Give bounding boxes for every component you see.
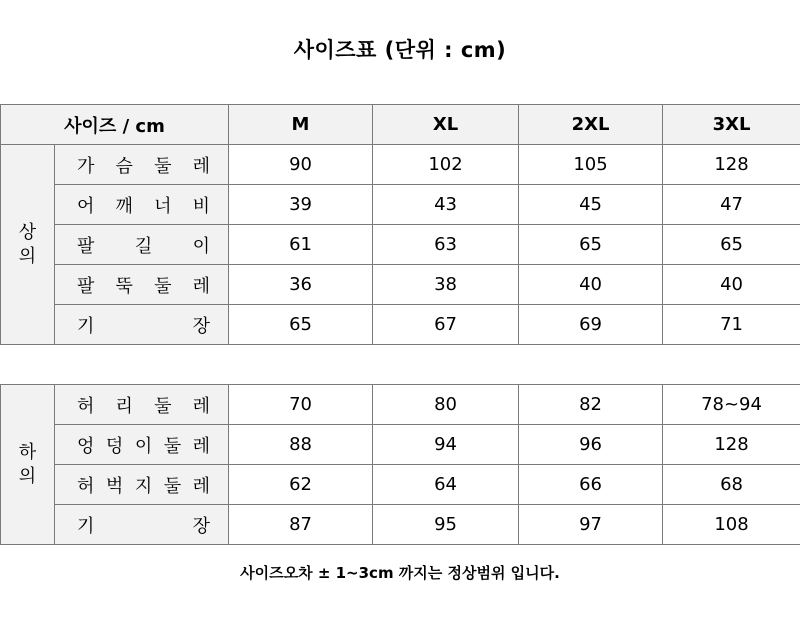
measurement-label-text [55,312,228,338]
measurement-label [55,265,229,305]
table-row [1,385,800,425]
label-char: 리 [115,395,133,417]
size-value-cell: 40 [663,265,800,305]
label-char: 팔 [77,235,95,257]
size-value-cell: 128 [663,425,800,465]
measurement-label [55,425,229,465]
table-row [1,465,800,505]
label-char: 지 [134,475,153,497]
measurement-label [55,505,229,545]
size-value-cell: 65 [519,225,663,265]
label-char: 벅 [105,475,124,497]
label-char: 엉 [77,435,95,457]
size-value-cell: 40 [519,265,663,305]
label-char: 레 [192,275,210,297]
measurement-label-text [55,152,228,178]
size-header: 3XL [663,105,800,145]
size-value-cell: 87 [229,505,373,545]
label-char: 둘 [163,435,182,457]
label-char: 둘 [154,155,172,177]
label-char: 허 [77,395,95,417]
size-value-cell: 66 [519,465,663,505]
separator-cell [1,345,800,385]
label-char: 비 [192,195,210,217]
label-char: 장 [192,515,211,537]
label-char: 기 [77,315,95,337]
label-char: 레 [192,395,210,417]
measurement-label [55,185,229,225]
label-char: 팔 [77,275,95,297]
label-char: 레 [192,155,210,177]
measurement-label-text [55,272,228,298]
size-value-cell: 67 [373,305,519,345]
group-label-char: 하 [18,441,37,463]
size-value-cell: 39 [229,185,373,225]
size-value-cell: 38 [373,265,519,305]
measurement-label-text [55,392,228,418]
label-char: 레 [192,475,211,497]
label-char: 허 [77,475,95,497]
label-char: 둘 [154,395,172,417]
size-value-cell: 82 [519,385,663,425]
label-char: 레 [192,435,211,457]
measurement-label [55,225,229,265]
measurement-label [55,145,229,185]
label-char: 어 [77,195,95,217]
page-title: 사이즈표 (단위 : cm) [293,38,507,62]
size-value-cell: 70 [229,385,373,425]
measurement-label [55,385,229,425]
label-char: 가 [77,155,95,177]
corner-header: 사이즈 / cm [1,105,229,145]
size-value-cell: 61 [229,225,373,265]
size-header: 2XL [519,105,663,145]
size-value-cell: 88 [229,425,373,465]
label-char: 길 [134,235,153,257]
size-value-cell: 108 [663,505,800,545]
measurement-label-text [55,432,228,458]
size-value-cell: 78~94 [663,385,800,425]
label-char: 둘 [163,475,182,497]
label-char: 슴 [115,155,133,177]
measurement-label-text [55,512,228,538]
size-header: M [229,105,373,145]
label-char: 이 [192,235,211,257]
label-char: 너 [154,195,172,217]
size-value-cell: 90 [229,145,373,185]
size-value-cell: 96 [519,425,663,465]
table-row [1,225,800,265]
group-separator [1,345,800,385]
label-char: 장 [192,315,211,337]
size-value-cell: 69 [519,305,663,345]
size-value-cell: 65 [229,305,373,345]
table-row [1,265,800,305]
table-row [1,305,800,345]
size-value-cell: 80 [373,385,519,425]
size-value-cell: 36 [229,265,373,305]
measurement-label-text [55,232,228,258]
size-value-cell: 43 [373,185,519,225]
label-char: 이 [134,435,153,457]
size-value-cell: 128 [663,145,800,185]
size-value-cell: 65 [663,225,800,265]
size-value-cell: 68 [663,465,800,505]
size-header: XL [373,105,519,145]
size-value-cell: 102 [373,145,519,185]
label-char: 뚝 [115,275,133,297]
label-char: 기 [77,515,95,537]
table-row [1,425,800,465]
measurement-label [55,465,229,505]
measurement-label-text [55,472,228,498]
size-value-cell: 63 [373,225,519,265]
table-row [1,185,800,225]
size-table [0,104,800,545]
group-label [1,385,55,545]
group-label-char: 의 [18,465,37,487]
size-value-cell: 94 [373,425,519,465]
table-header-row [1,105,800,145]
size-value-cell: 71 [663,305,800,345]
table-body [1,145,800,545]
group-label [1,145,55,345]
table-row [1,145,800,185]
label-char: 깨 [115,195,133,217]
size-value-cell: 45 [519,185,663,225]
measurement-label [55,305,229,345]
size-value-cell: 97 [519,505,663,545]
size-tolerance-note: 사이즈오차 ± 1~3cm 까지는 정상범위 입니다. [240,564,560,582]
size-value-cell: 95 [373,505,519,545]
size-value-cell: 62 [229,465,373,505]
size-value-cell: 64 [373,465,519,505]
group-label-char: 상 [18,221,37,243]
group-label-char: 의 [18,245,37,267]
table-row [1,505,800,545]
size-value-cell: 47 [663,185,800,225]
label-char: 덩 [105,435,124,457]
size-value-cell: 105 [519,145,663,185]
measurement-label-text [55,192,228,218]
label-char: 둘 [154,275,172,297]
